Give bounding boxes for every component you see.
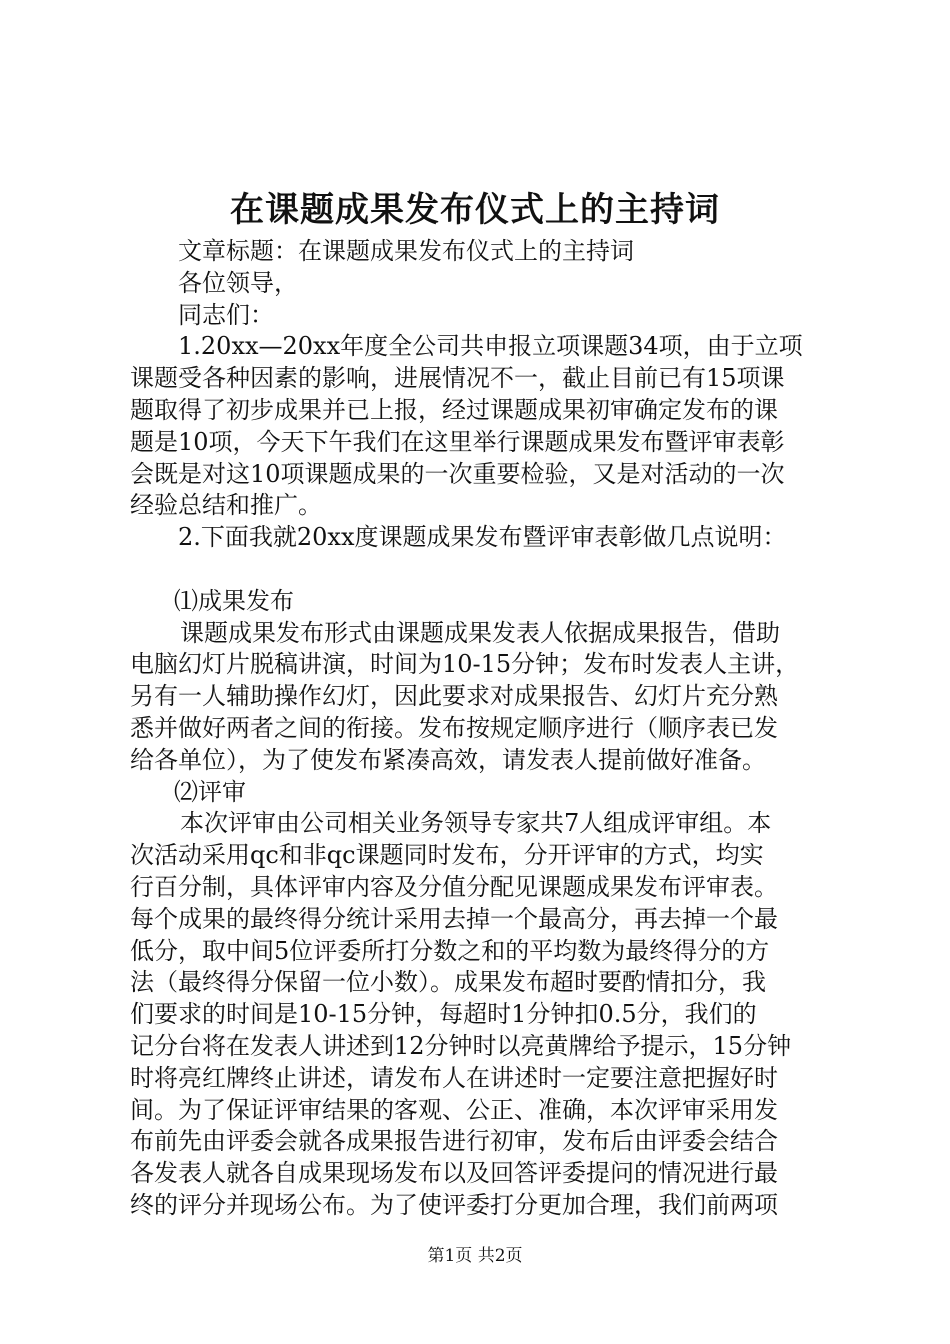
salutation-comrades: 同志们：	[178, 300, 274, 329]
paragraph-line: 时将亮红牌终止讲述，请发布人在讲述时一定要注意把握好时	[130, 1063, 778, 1092]
paragraph-line: 记分台将在发表人讲述到12分钟时以亮黄牌给予提示，15分钟	[130, 1031, 792, 1060]
page-title: 在课题成果发布仪式上的主持词	[230, 190, 720, 230]
paragraph-line: 另有一人辅助操作幻灯，因此要求对成果报告、幻灯片充分熟	[130, 682, 778, 711]
paragraph-line: 法（最终得分保留一位小数）。成果发布超时要酌情扣分，我	[130, 968, 766, 997]
paragraph-line: 次活动采用qc和非qc课题同时发布，分开评审的方式，均实	[130, 841, 764, 870]
paragraph-line: 2.下面我就20xx度课题成果发布暨评审表彰做几点说明：	[178, 523, 787, 552]
blank-line	[130, 554, 830, 586]
paragraph-line: 每个成果的最终得分统计采用去掉一个最高分，再去掉一个最	[130, 904, 778, 933]
paragraph-line: 1.20xx—20xx年度全公司共申报立项课题34项，由于立项	[178, 332, 803, 361]
paragraph-line: 经验总结和推广。	[130, 491, 322, 520]
paragraph-line: 布前先由评委会就各成果报告进行初审，发布后由评委会结合	[130, 1127, 778, 1156]
paragraph-line: 行百分制，具体评审内容及分值分配见课题成果发布评审表。	[130, 872, 778, 901]
paragraph-line: 各发表人就各自成果现场发布以及回答评委提问的情况进行最	[130, 1159, 778, 1188]
paragraph-line: 给各单位），为了使发布紧凑高效，请发表人提前做好准备。	[130, 745, 766, 774]
paragraph-line: 会既是对这10项课题成果的一次重要检验，又是对活动的一次	[130, 459, 785, 488]
paragraph-line: 悉并做好两者之间的衔接。发布按规定顺序进行（顺序表已发	[130, 713, 778, 742]
paragraph-line: 间。为了保证评审结果的客观、公正、准确，本次评审采用发	[130, 1095, 778, 1124]
article-title-line: 文章标题：在课题成果发布仪式上的主持词	[178, 237, 634, 265]
paragraph-line: 本次评审由公司相关业务领导专家共7人组成评审组。本	[180, 809, 772, 838]
salutation-leaders: 各位领导，	[178, 268, 298, 297]
document-body	[130, 236, 830, 1222]
paragraph-line: 题是10项，今天下午我们在这里举行课题成果发布暨评审表彰	[130, 427, 785, 456]
paragraph-line: 电脑幻灯片脱稿讲演，时间为10-15分钟；发布时发表人主讲，	[130, 650, 800, 679]
paragraph-line: 课题受各种因素的影响，进展情况不一，截止目前已有15项课	[130, 364, 785, 393]
paragraph-line: 题取得了初步成果并已上报，经过课题成果初审确定发布的课	[130, 395, 778, 424]
section-heading-release: ⑴成果发布	[174, 586, 294, 615]
paragraph-line: 们要求的时间是10-15分钟，每超时1分钟扣0.5分，我们的	[130, 1000, 757, 1029]
paragraph-line: 终的评分并现场公布。为了使评委打分更加合理，我们前两项	[130, 1190, 778, 1219]
paragraph-line: 低分，取中间5位评委所打分数之和的平均数为最终得分的方	[130, 936, 770, 965]
page-footer: 第1页 共2页	[427, 1246, 523, 1266]
section-heading-review: ⑵评审	[174, 777, 246, 806]
paragraph-line: 课题成果发布形式由课题成果发表人依据成果报告，借助	[180, 618, 780, 647]
